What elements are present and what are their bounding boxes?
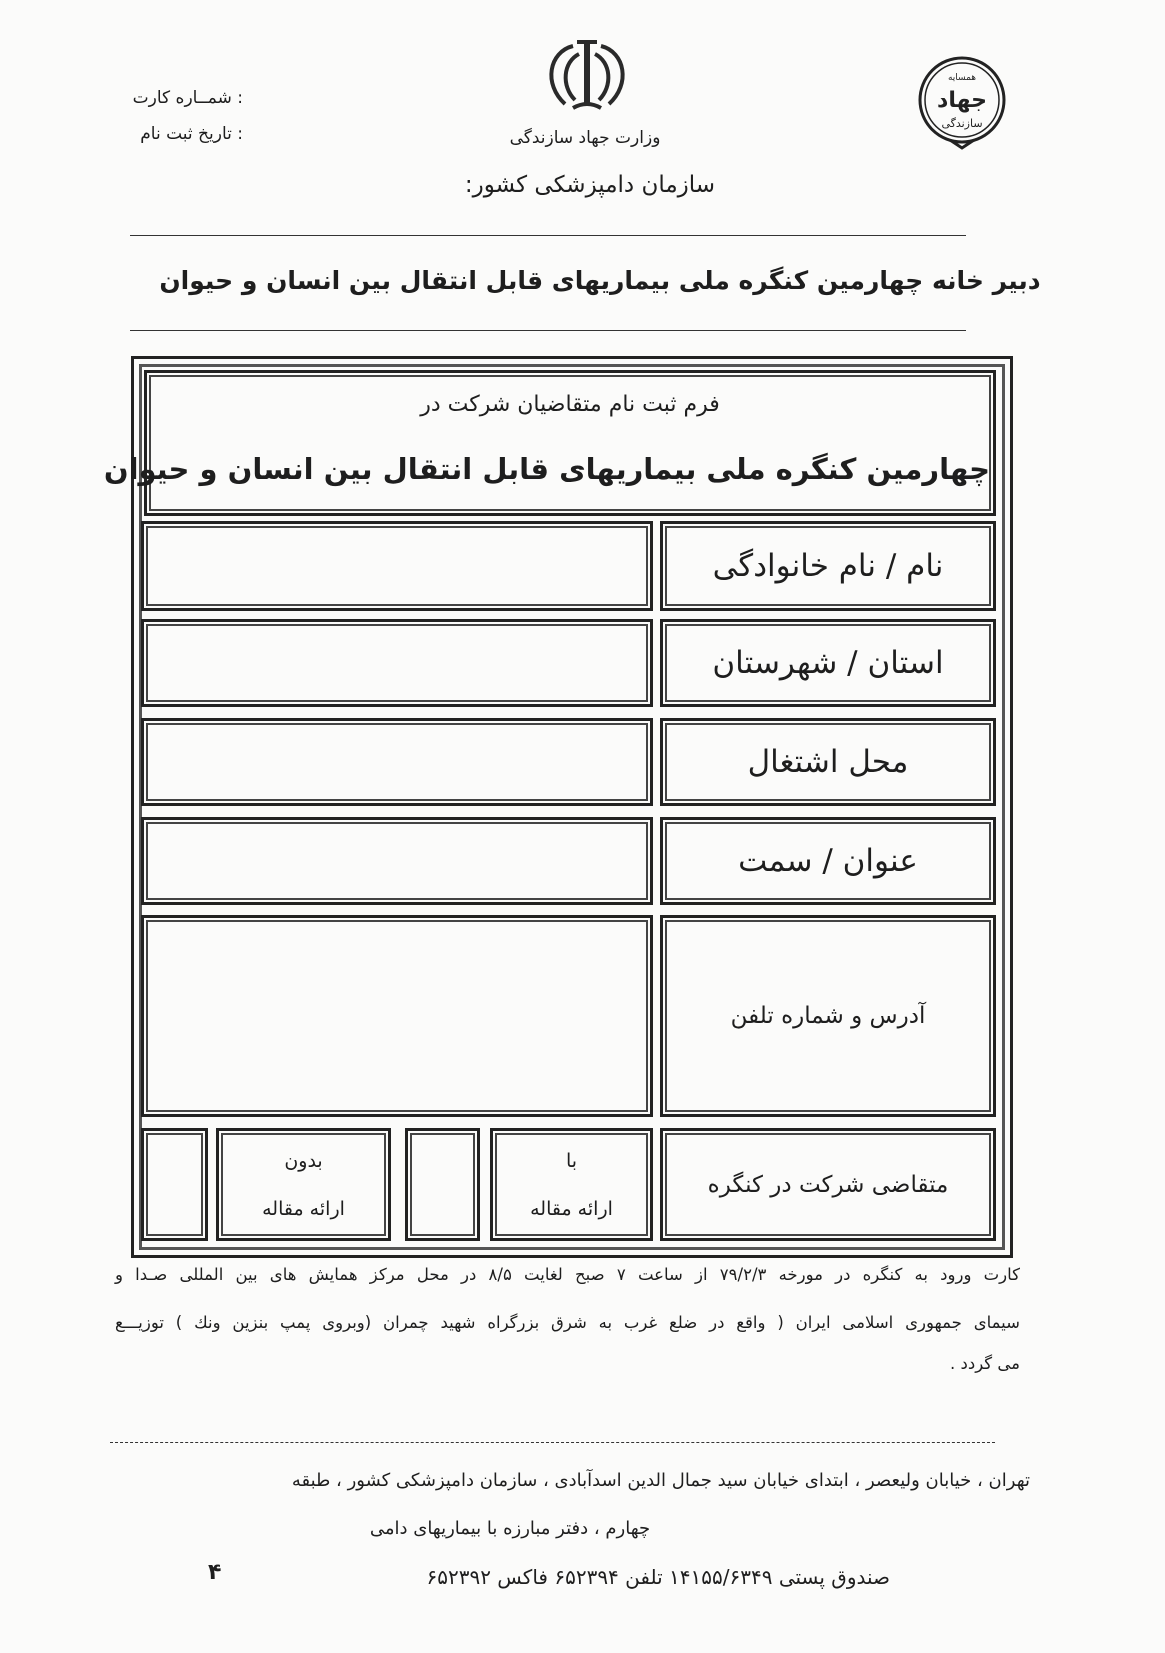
without-paper-checkbox[interactable] [141,1128,208,1241]
footer-address-line1: تهران ، خيابان وليعصر ، ابتداى خيابان سيد جمال الدين اسدآبادى ، سازمان دامپزشكى كشور ، طبقه [291,1470,1030,1491]
ministry-name: وزارت جهاد سازندگی [509,128,661,148]
iran-emblem-logo [535,38,639,114]
full-name-field[interactable] [141,521,653,611]
address-phone-field[interactable] [141,915,653,1117]
without-paper-text-1: بدون [284,1149,323,1172]
note-line-1: كارت ورود به كنگره در مورخه ۷۹/۲/۳ از ساعت ۷ صبح لغايت ۸/۵ در محل مركز همايش هاى بين المللى صـدا و [115,1265,1021,1284]
seal-text-bottom: سازندگی [941,117,983,130]
without-paper-text-2: ارائه مقاله [262,1197,345,1220]
seal-text-top: همسایه [947,73,977,83]
note-line-2: سيماى جمهورى اسلامى ايران ( واقع در ضلع غرب به شرق بزرگراه شهيد چمران (وبروى پمپ بنزين ونك ) توزيـــع [115,1313,1020,1332]
form-heading-line2: چهارمين كنگره ملى بيماريهاى قابل انتقال بين انسان و حيوان [103,452,990,486]
card-number-label: : شمــاره كارت [132,88,243,108]
title-divider [130,330,966,331]
secretariat-title: دبير خانه چهارمين كنگره ملى بيماريهاى قابل انتقال بين انسان و حيوان [159,266,1041,295]
note-line-3: مى گردد . [950,1354,1020,1373]
job-title-label: عنوان / سمت [660,817,996,905]
footer-contact: صندوق پستى ۱۴۱۵۵/۶۳۴۹ تلفن ۶۵۲۳۹۴ فاكس ۶۵۲۳۹۲ [426,1565,890,1589]
address-phone-label: آدرس و شماره تلفن [660,915,996,1117]
page-number: ۴ [208,1560,222,1585]
full-name-label: نام / نام خانوادگی [660,521,996,611]
province-city-label: استان / شهرستان [660,619,996,707]
seal-text-main: جهاد [937,88,987,113]
with-paper-checkbox[interactable] [405,1128,480,1241]
with-paper-text-1: با [565,1149,578,1172]
jahad-sazandegi-seal-logo [912,52,1012,150]
registration-date-label: : تاريخ ثبت نام [140,124,243,144]
workplace-field[interactable] [141,718,653,806]
job-title-field[interactable] [141,817,653,905]
organization-name: سازمان دامپزشکی کشور: [464,172,716,198]
header-divider [130,235,966,236]
footer-address-line2: چهارم ، دفتر مبارزه با بيماريهاى دامى [369,1518,651,1539]
participation-label: متقاضی شرکت در کنگره [660,1128,996,1241]
form-heading-line1: فرم ثبت نام متقاضيان شركت در [420,392,720,417]
province-city-field[interactable] [141,619,653,707]
with-paper-text-2: ارائه مقاله [530,1197,613,1220]
footer-divider [110,1442,995,1443]
with-paper-option [490,1128,653,1241]
workplace-label: محل اشتغال [660,718,996,806]
without-paper-option [216,1128,391,1241]
